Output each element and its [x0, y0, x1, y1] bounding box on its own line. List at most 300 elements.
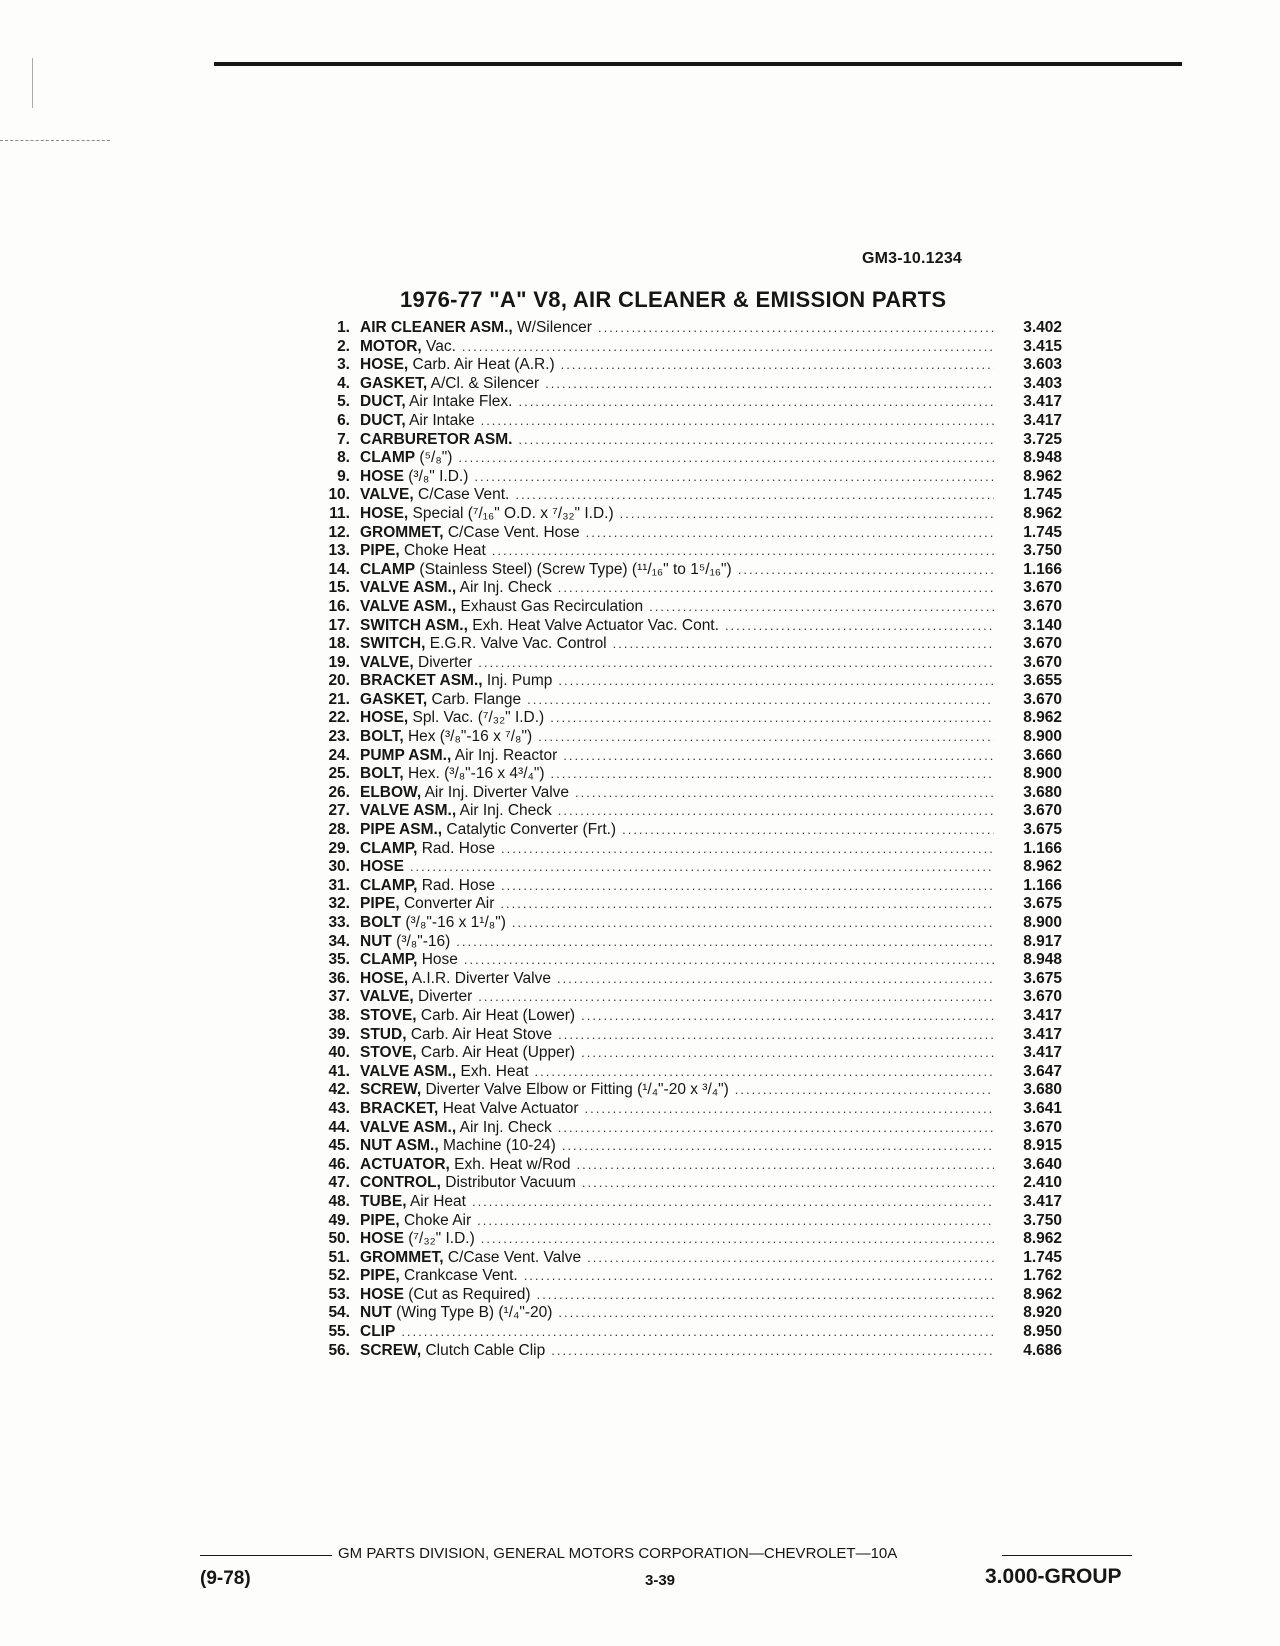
- part-number: 44.: [328, 1118, 350, 1136]
- part-detail: Air Intake: [409, 411, 475, 429]
- part-name: PIPE ASM.,: [360, 821, 443, 839]
- part-number: 43.: [328, 1099, 350, 1117]
- footer-rule-left: [200, 1555, 332, 1556]
- part-detail: Carb. Air Heat (Upper): [420, 1044, 576, 1062]
- part-row: [300, 375, 1080, 394]
- part-name: BOLT: [360, 914, 402, 931]
- group-number: 8.948: [1023, 951, 1062, 969]
- part-description: [360, 877, 495, 896]
- part-name: HOSE,: [360, 709, 409, 727]
- group-number: 1.745: [1023, 523, 1062, 541]
- part-row: [300, 1249, 1080, 1268]
- part-description: [360, 728, 532, 747]
- part-description: [360, 1342, 545, 1361]
- part-detail: Carb. Air Heat (A.R.): [412, 356, 555, 374]
- part-row: [300, 1342, 1080, 1361]
- dot-leader: [501, 877, 994, 896]
- part-row: [300, 1156, 1080, 1175]
- part-detail: (⁷/₃₂" I.D.): [408, 1230, 475, 1248]
- group-number: 3.675: [1023, 895, 1062, 913]
- dot-leader: [538, 728, 994, 747]
- part-description: [360, 1100, 579, 1119]
- part-name: HOSE,: [360, 504, 409, 522]
- group-number: 3.675: [1023, 969, 1062, 987]
- dot-leader: [576, 1156, 994, 1175]
- group-number: 3.417: [1023, 1192, 1062, 1210]
- part-name: PIPE,: [360, 1211, 400, 1229]
- part-detail: (⁵/₈"): [419, 449, 453, 467]
- part-description: [360, 1137, 556, 1156]
- group-number: 3.402: [1023, 319, 1062, 336]
- part-row: [300, 1007, 1080, 1026]
- part-row: [300, 1044, 1080, 1063]
- part-detail: Vac.: [426, 337, 456, 355]
- part-row: [300, 1304, 1080, 1323]
- part-detail: Carb. Flange: [431, 690, 522, 708]
- part-detail: Air Intake Flex.: [409, 393, 513, 411]
- part-row: [300, 1323, 1080, 1342]
- part-number: 12.: [328, 523, 350, 541]
- part-detail: Exhaust Gas Recirculation: [460, 597, 644, 615]
- group-number: 8.948: [1023, 449, 1062, 467]
- part-name: BRACKET,: [360, 1099, 439, 1117]
- group-number: 3.415: [1023, 337, 1062, 355]
- part-number: 20.: [328, 672, 350, 690]
- part-description: [360, 468, 468, 487]
- dot-leader: [581, 1044, 994, 1063]
- part-description: [360, 635, 607, 654]
- part-description: [360, 1026, 552, 1045]
- part-description: [360, 1193, 466, 1212]
- part-description: [360, 895, 494, 914]
- part-description: [360, 951, 458, 970]
- part-number: 50.: [328, 1230, 350, 1248]
- part-number: 54.: [328, 1304, 350, 1322]
- part-number: 40.: [328, 1044, 350, 1062]
- dot-leader: [492, 542, 994, 561]
- part-number: 38.: [328, 1006, 350, 1024]
- part-name: SCREW,: [360, 1081, 422, 1099]
- part-row: [300, 970, 1080, 989]
- part-description: [360, 561, 732, 580]
- part-detail: Choke Heat: [403, 542, 486, 560]
- group-number: 3.680: [1023, 1081, 1062, 1099]
- part-detail: Air Inj. Check: [459, 1118, 552, 1136]
- group-number: 3.417: [1023, 1006, 1062, 1024]
- group-number: 3.647: [1023, 1062, 1062, 1080]
- part-number: 36.: [328, 969, 350, 987]
- part-description: [360, 338, 456, 357]
- group-number: 8.920: [1023, 1304, 1062, 1322]
- part-detail: E.G.R. Valve Vac. Control: [429, 635, 607, 653]
- part-detail: Heat Valve Actuator: [442, 1099, 579, 1117]
- dot-leader: [535, 1063, 994, 1082]
- part-description: [360, 914, 506, 933]
- part-description: [360, 1267, 518, 1286]
- page-title: 1976-77 "A" V8, AIR CLEANER & EMISSION PARTS: [400, 287, 947, 312]
- part-row: [300, 1063, 1080, 1082]
- part-description: [360, 821, 616, 840]
- part-detail: Choke Air: [403, 1211, 472, 1229]
- group-number: 1.166: [1023, 876, 1062, 894]
- part-name: VALVE ASM.,: [360, 1118, 457, 1136]
- part-number: 34.: [328, 932, 350, 950]
- dot-leader: [501, 840, 994, 859]
- group-number: 8.900: [1023, 914, 1062, 931]
- part-number: 8.: [337, 449, 350, 467]
- part-row: [300, 1193, 1080, 1212]
- group-number: 3.675: [1023, 821, 1062, 839]
- group-number: 3.417: [1023, 1044, 1062, 1062]
- group-number: 3.670: [1023, 690, 1062, 708]
- part-number: 35.: [328, 951, 350, 969]
- part-row: [300, 617, 1080, 636]
- group-number: 1.745: [1023, 1248, 1062, 1266]
- dot-leader: [458, 449, 994, 468]
- dot-leader: [478, 988, 994, 1007]
- part-number: 14.: [328, 560, 350, 578]
- group-number: 1.166: [1023, 560, 1062, 578]
- dot-leader: [472, 1193, 994, 1212]
- part-description: [360, 1230, 475, 1249]
- part-description: [360, 431, 512, 450]
- dot-leader: [561, 356, 994, 375]
- part-name: PUMP ASM.,: [360, 746, 452, 764]
- part-number: 3.: [337, 356, 350, 374]
- part-name: GROMMET,: [360, 1248, 444, 1266]
- parts-list: [300, 319, 1080, 1360]
- group-number: 3.750: [1023, 1211, 1062, 1229]
- part-description: [360, 393, 512, 412]
- part-detail: Special (⁷/₁₆" O.D. x ⁷/₃₂" I.D.): [412, 504, 614, 522]
- part-row: [300, 1026, 1080, 1045]
- part-row: [300, 542, 1080, 561]
- part-name: PIPE,: [360, 895, 400, 913]
- part-description: [360, 1119, 552, 1138]
- part-number: 52.: [328, 1267, 350, 1285]
- dot-leader: [558, 672, 994, 691]
- part-number: 51.: [328, 1248, 350, 1266]
- group-number: 8.915: [1023, 1137, 1062, 1155]
- group-number: 3.750: [1023, 542, 1062, 560]
- part-name: STOVE,: [360, 1006, 417, 1024]
- part-row: [300, 393, 1080, 412]
- part-description: [360, 486, 509, 505]
- part-name: GASKET,: [360, 690, 428, 708]
- part-description: [360, 1156, 570, 1175]
- part-number: 2.: [337, 337, 350, 355]
- group-number: 3.670: [1023, 1118, 1062, 1136]
- group-number: 8.962: [1023, 1230, 1062, 1248]
- part-row: [300, 728, 1080, 747]
- part-detail: Air Inj. Check: [459, 579, 552, 597]
- dot-leader: [474, 468, 994, 487]
- part-detail: Hex (³/₈"-16 x ⁷/₈"): [407, 728, 533, 746]
- group-number: 3.417: [1023, 411, 1062, 429]
- part-detail: A/Cl. & Silencer: [430, 374, 540, 392]
- part-number: 15.: [328, 579, 350, 597]
- part-number: 55.: [328, 1323, 350, 1341]
- part-name: VALVE ASM.,: [360, 802, 457, 820]
- part-number: 29.: [328, 839, 350, 857]
- part-detail: Spl. Vac. (⁷/₃₂" I.D.): [412, 709, 545, 727]
- group-number: 8.917: [1023, 932, 1062, 950]
- part-description: [360, 1323, 395, 1342]
- part-detail: Exh. Heat Valve Actuator Vac. Cont.: [472, 616, 719, 634]
- group-number: 8.962: [1023, 504, 1062, 522]
- dot-leader: [738, 561, 994, 580]
- part-number: 27.: [328, 802, 350, 820]
- part-description: [360, 1063, 529, 1082]
- group-number: 3.640: [1023, 1155, 1062, 1173]
- part-name: NUT: [360, 1304, 392, 1322]
- group-number: 8.962: [1023, 467, 1062, 485]
- part-number: 32.: [328, 895, 350, 913]
- part-row: [300, 356, 1080, 375]
- page-number: 3-39: [645, 1572, 676, 1589]
- part-description: [360, 691, 521, 710]
- part-row: [300, 1174, 1080, 1193]
- part-row: [300, 1286, 1080, 1305]
- group-number: 3.403: [1023, 374, 1062, 392]
- part-number: 26.: [328, 783, 350, 801]
- part-row: [300, 338, 1080, 357]
- part-description: [360, 784, 569, 803]
- part-row: [300, 691, 1080, 710]
- part-detail: Air Inj. Check: [459, 802, 552, 820]
- part-number: 39.: [328, 1025, 350, 1043]
- part-detail: C/Case Vent. Hose: [447, 523, 580, 541]
- part-description: [360, 1044, 575, 1063]
- group-number: 8.962: [1023, 1285, 1062, 1303]
- part-number: 49.: [328, 1211, 350, 1229]
- part-number: 4.: [337, 374, 350, 392]
- group-number: 3.670: [1023, 802, 1062, 820]
- dot-leader: [725, 617, 994, 636]
- part-name: VALVE,: [360, 486, 414, 504]
- part-name: CLAMP,: [360, 839, 418, 857]
- part-number: 45.: [328, 1137, 350, 1155]
- footer-publisher: GM PARTS DIVISION, GENERAL MOTORS CORPORATION—CHEVROLET—10A: [338, 1545, 898, 1562]
- part-name: CONTROL,: [360, 1174, 441, 1192]
- part-row: [300, 933, 1080, 952]
- part-row: [300, 877, 1080, 896]
- part-detail: Diverter Valve Elbow or Fitting (¹/₄"-20 x ³/₄"): [425, 1081, 729, 1099]
- group-number: 8.900: [1023, 728, 1062, 746]
- part-name: HOSE,: [360, 356, 409, 374]
- dot-leader: [550, 709, 994, 728]
- group-number: 8.900: [1023, 765, 1062, 783]
- dot-leader: [558, 1119, 994, 1138]
- part-row: [300, 449, 1080, 468]
- part-name: NUT: [360, 932, 392, 950]
- part-detail: (³/₈"-16 x 1¹/₈"): [405, 914, 506, 931]
- dot-leader: [586, 524, 994, 543]
- part-detail: Crankcase Vent.: [403, 1267, 518, 1285]
- part-name: TUBE,: [360, 1192, 407, 1210]
- group-number: 3.417: [1023, 393, 1062, 411]
- part-number: 37.: [328, 988, 350, 1006]
- dot-leader: [481, 412, 994, 431]
- part-description: [360, 747, 557, 766]
- dot-leader: [524, 1267, 994, 1286]
- part-name: CLIP: [360, 1323, 396, 1341]
- part-number: 31.: [328, 876, 350, 894]
- part-description: [360, 765, 545, 784]
- part-name: HOSE: [360, 467, 404, 485]
- dot-leader: [518, 393, 994, 412]
- part-description: [360, 375, 539, 394]
- part-name: CLAMP,: [360, 951, 418, 969]
- part-detail: Rad. Hose: [421, 839, 495, 857]
- part-row: [300, 561, 1080, 580]
- group-number: 8.950: [1023, 1323, 1062, 1341]
- group-number: 3.603: [1023, 356, 1062, 374]
- dot-leader: [587, 1249, 994, 1268]
- dot-leader: [558, 1026, 994, 1045]
- part-row: [300, 988, 1080, 1007]
- part-name: SWITCH,: [360, 635, 426, 653]
- dot-leader: [527, 691, 994, 710]
- footer-date: (9-78): [200, 1568, 251, 1589]
- dot-leader: [512, 914, 994, 933]
- dot-leader: [545, 375, 994, 394]
- part-number: 28.: [328, 821, 350, 839]
- part-row: [300, 1100, 1080, 1119]
- part-description: [360, 858, 404, 877]
- part-number: 18.: [328, 635, 350, 653]
- part-row: [300, 1212, 1080, 1231]
- part-detail: Machine (10-24): [442, 1137, 556, 1155]
- part-name: VALVE,: [360, 988, 414, 1006]
- part-detail: Air Inj. Reactor: [454, 746, 558, 764]
- part-description: [360, 412, 475, 431]
- part-detail: Hose: [421, 951, 458, 969]
- part-description: [360, 840, 495, 859]
- part-name: HOSE: [360, 1285, 404, 1303]
- part-number: 56.: [328, 1341, 350, 1359]
- footer-rule-right: [1002, 1555, 1132, 1556]
- part-name: DUCT,: [360, 411, 406, 429]
- group-number: 3.670: [1023, 597, 1062, 615]
- part-description: [360, 988, 472, 1007]
- group-number: 1.166: [1023, 839, 1062, 857]
- part-name: DUCT,: [360, 393, 406, 411]
- part-detail: (³/₈"-16): [396, 932, 451, 950]
- part-detail: Diverter: [418, 988, 473, 1006]
- part-number: 48.: [328, 1192, 350, 1210]
- part-detail: A.I.R. Diverter Valve: [411, 969, 551, 987]
- part-detail: Carb. Air Heat (Lower): [420, 1006, 576, 1024]
- part-number: 25.: [328, 765, 350, 783]
- dot-leader: [563, 747, 994, 766]
- dot-leader: [558, 802, 994, 821]
- part-description: [360, 617, 719, 636]
- part-detail: Inj. Pump: [486, 672, 553, 690]
- part-detail: Air Inj. Diverter Valve: [424, 783, 570, 801]
- part-detail: (Stainless Steel) (Screw Type) (¹¹/₁₆" to 1⁵/₁₆"): [419, 560, 732, 578]
- part-detail: (³/₈" I.D.): [408, 467, 469, 485]
- part-name: NUT ASM.,: [360, 1137, 439, 1155]
- group-number: 3.670: [1023, 653, 1062, 671]
- part-row: [300, 486, 1080, 505]
- group-number: 3.660: [1023, 746, 1062, 764]
- part-name: MOTOR,: [360, 337, 422, 355]
- part-name: SCREW,: [360, 1341, 422, 1359]
- dot-leader: [537, 1286, 994, 1305]
- part-detail: C/Case Vent.: [418, 486, 510, 504]
- part-description: [360, 1304, 552, 1323]
- part-name: SWITCH ASM.,: [360, 616, 468, 634]
- part-number: 23.: [328, 728, 350, 746]
- group-number: 1.762: [1023, 1267, 1062, 1285]
- part-row: [300, 709, 1080, 728]
- part-number: 11.: [329, 504, 350, 522]
- part-number: 13.: [328, 542, 350, 560]
- top-rule: [214, 62, 1182, 66]
- part-number: 6.: [337, 411, 350, 429]
- dot-leader: [410, 858, 994, 877]
- part-description: [360, 1081, 729, 1100]
- part-description: [360, 933, 450, 952]
- part-name: PIPE,: [360, 1267, 400, 1285]
- part-row: [300, 431, 1080, 450]
- part-row: [300, 468, 1080, 487]
- dot-leader: [562, 1137, 994, 1156]
- dot-leader: [551, 1342, 994, 1361]
- part-row: [300, 319, 1080, 338]
- part-number: 9.: [337, 467, 350, 485]
- part-number: 33.: [328, 914, 350, 931]
- part-number: 17.: [328, 616, 350, 634]
- part-number: 1.: [337, 319, 350, 336]
- part-row: [300, 1230, 1080, 1249]
- part-detail: Clutch Cable Clip: [425, 1341, 546, 1359]
- part-name: ELBOW,: [360, 783, 422, 801]
- part-row: [300, 654, 1080, 673]
- part-number: 10.: [328, 486, 350, 504]
- part-number: 21.: [328, 690, 350, 708]
- part-description: [360, 672, 552, 691]
- dot-leader: [735, 1081, 994, 1100]
- part-name: GASKET,: [360, 374, 428, 392]
- part-detail: (Cut as Required): [408, 1285, 531, 1303]
- group-number: 3.655: [1023, 672, 1062, 690]
- part-name: VALVE ASM.,: [360, 1062, 457, 1080]
- group-number: 3.670: [1023, 579, 1062, 597]
- dot-leader: [481, 1230, 994, 1249]
- dot-leader: [585, 1100, 994, 1119]
- dot-leader: [649, 598, 994, 617]
- part-row: [300, 412, 1080, 431]
- part-number: 30.: [328, 858, 350, 876]
- group-number: 3.680: [1023, 783, 1062, 801]
- dot-leader: [557, 970, 994, 989]
- dot-leader: [581, 1007, 994, 1026]
- part-number: 42.: [328, 1081, 350, 1099]
- part-number: 24.: [328, 746, 350, 764]
- part-name: STUD,: [360, 1025, 407, 1043]
- part-detail: Converter Air: [403, 895, 495, 913]
- part-row: [300, 524, 1080, 543]
- part-name: CLAMP,: [360, 876, 418, 894]
- part-row: [300, 858, 1080, 877]
- part-row: [300, 821, 1080, 840]
- dot-leader: [401, 1323, 994, 1342]
- dot-leader: [613, 635, 994, 654]
- part-row: [300, 895, 1080, 914]
- part-description: [360, 524, 580, 543]
